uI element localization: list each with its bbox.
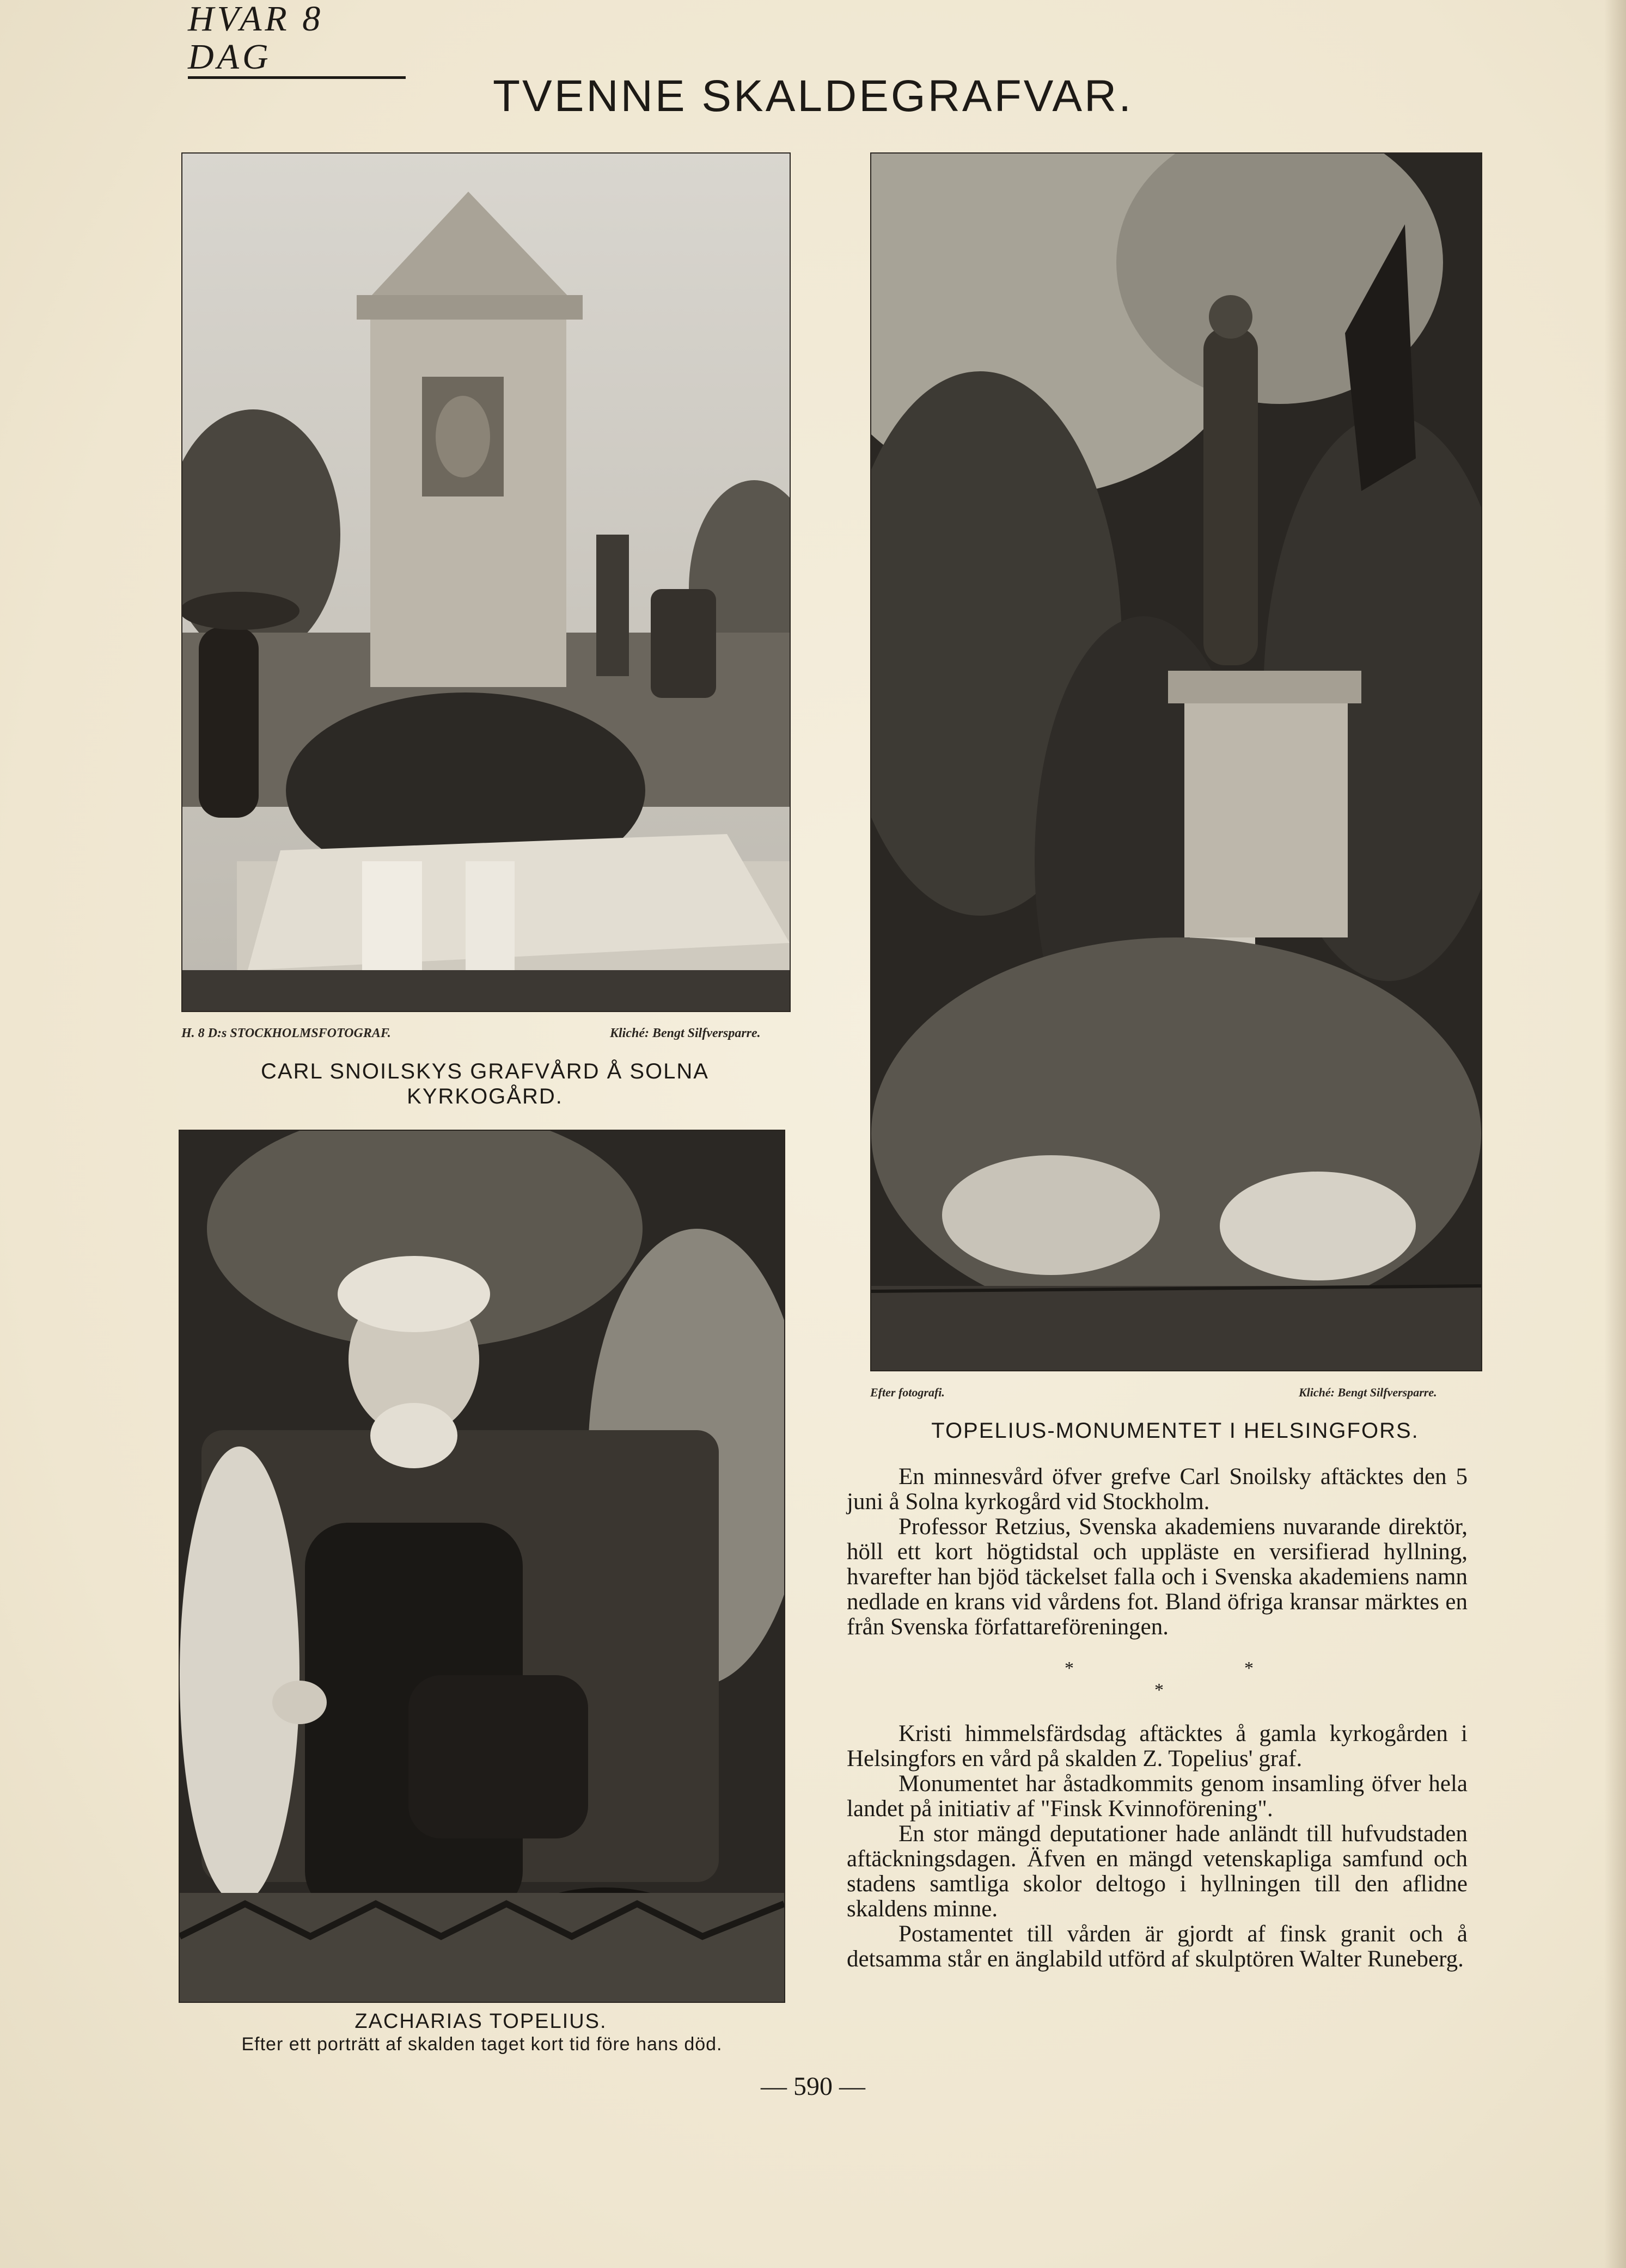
separator-star-right: * [1244, 1658, 1254, 1678]
page-edge-shadow [1604, 0, 1626, 2268]
topelius-portrait-subcaption: Efter ett porträtt af skalden taget kort tid före hans död. [241, 2034, 723, 2055]
article-paragraph-2: Professor Retzius, Svenska akademiens nuvarande direktör, höll ett kort högtidstal och uppläste en versifierad hyllning, hvarefter han bjöd täckelset falla och i Svenska akademiens namn nedlade en krans vid vårdens fot. Bland öfriga kransar märktes en från Svenska författareföreningen. [847, 1514, 1468, 1640]
topelius-portrait-photo [179, 1130, 785, 2003]
separator-star-left: * [1065, 1658, 1074, 1678]
running-head: HVAR 8 DAG [188, 0, 406, 79]
topelius-portrait-caption: ZACHARIAS TOPELIUS. [354, 2010, 607, 2033]
separator-star-center: * [1154, 1680, 1164, 1700]
article-paragraph-3: Kristi himmelsfärdsdag aftäcktes å gamla kyrkogården i Helsingfors en vård på skalden Z. Topelius' graf. [847, 1721, 1468, 1772]
snoilsky-photo-credit-photographer: H. 8 D:s STOCKHOLMSFOTOGRAF. [181, 1026, 391, 1040]
article-paragraph-4: Monumentet har åstadkommits genom insamling öfver hela landet på initiativ af "Finsk Kvinnoförening". [847, 1771, 1468, 1822]
topelius-monument-credit-cliche: Kliché: Bengt Silfversparre. [1299, 1386, 1437, 1399]
snoilsky-grave-photo [181, 152, 791, 1012]
article-paragraph-1: En minnesvård öfver grefve Carl Snoilsky aftäcktes den 5 juni å Solna kyrkogård vid Stockholm. [847, 1464, 1468, 1515]
page-number: — 590 — [761, 2072, 865, 2101]
topelius-monument-photo [870, 152, 1482, 1371]
topelius-monument-credit-photo: Efter fotografi. [870, 1386, 945, 1399]
article-paragraph-5: En stor mängd deputationer hade anländt till hufvudstaden aftäckningsdagen. Äfven en mängd vetenskapliga samfund och stadens samtliga skolor deltogo i hyllningen till den aflidne skaldens minne. [847, 1821, 1468, 1922]
topelius-monument-caption: TOPELIUS-MONUMENTET I HELSINGFORS. [931, 1419, 1419, 1443]
snoilsky-photo-caption: CARL SNOILSKYS GRAFVÅRD Å SOLNA KYRKOGÅRD. [261, 1059, 709, 1108]
snoilsky-photo-credit-cliche: Kliché: Bengt Silfversparre. [610, 1026, 761, 1040]
section-separator [847, 1645, 1468, 1705]
article-body [847, 1464, 1468, 1972]
page-title: TVENNE SKALDEGRAFVAR. [492, 71, 1134, 121]
article-paragraph-6: Postamentet till vården är gjordt af finsk granit och å detsamma står en änglabild utförd af skulptören Walter Runeberg. [847, 1921, 1468, 1972]
